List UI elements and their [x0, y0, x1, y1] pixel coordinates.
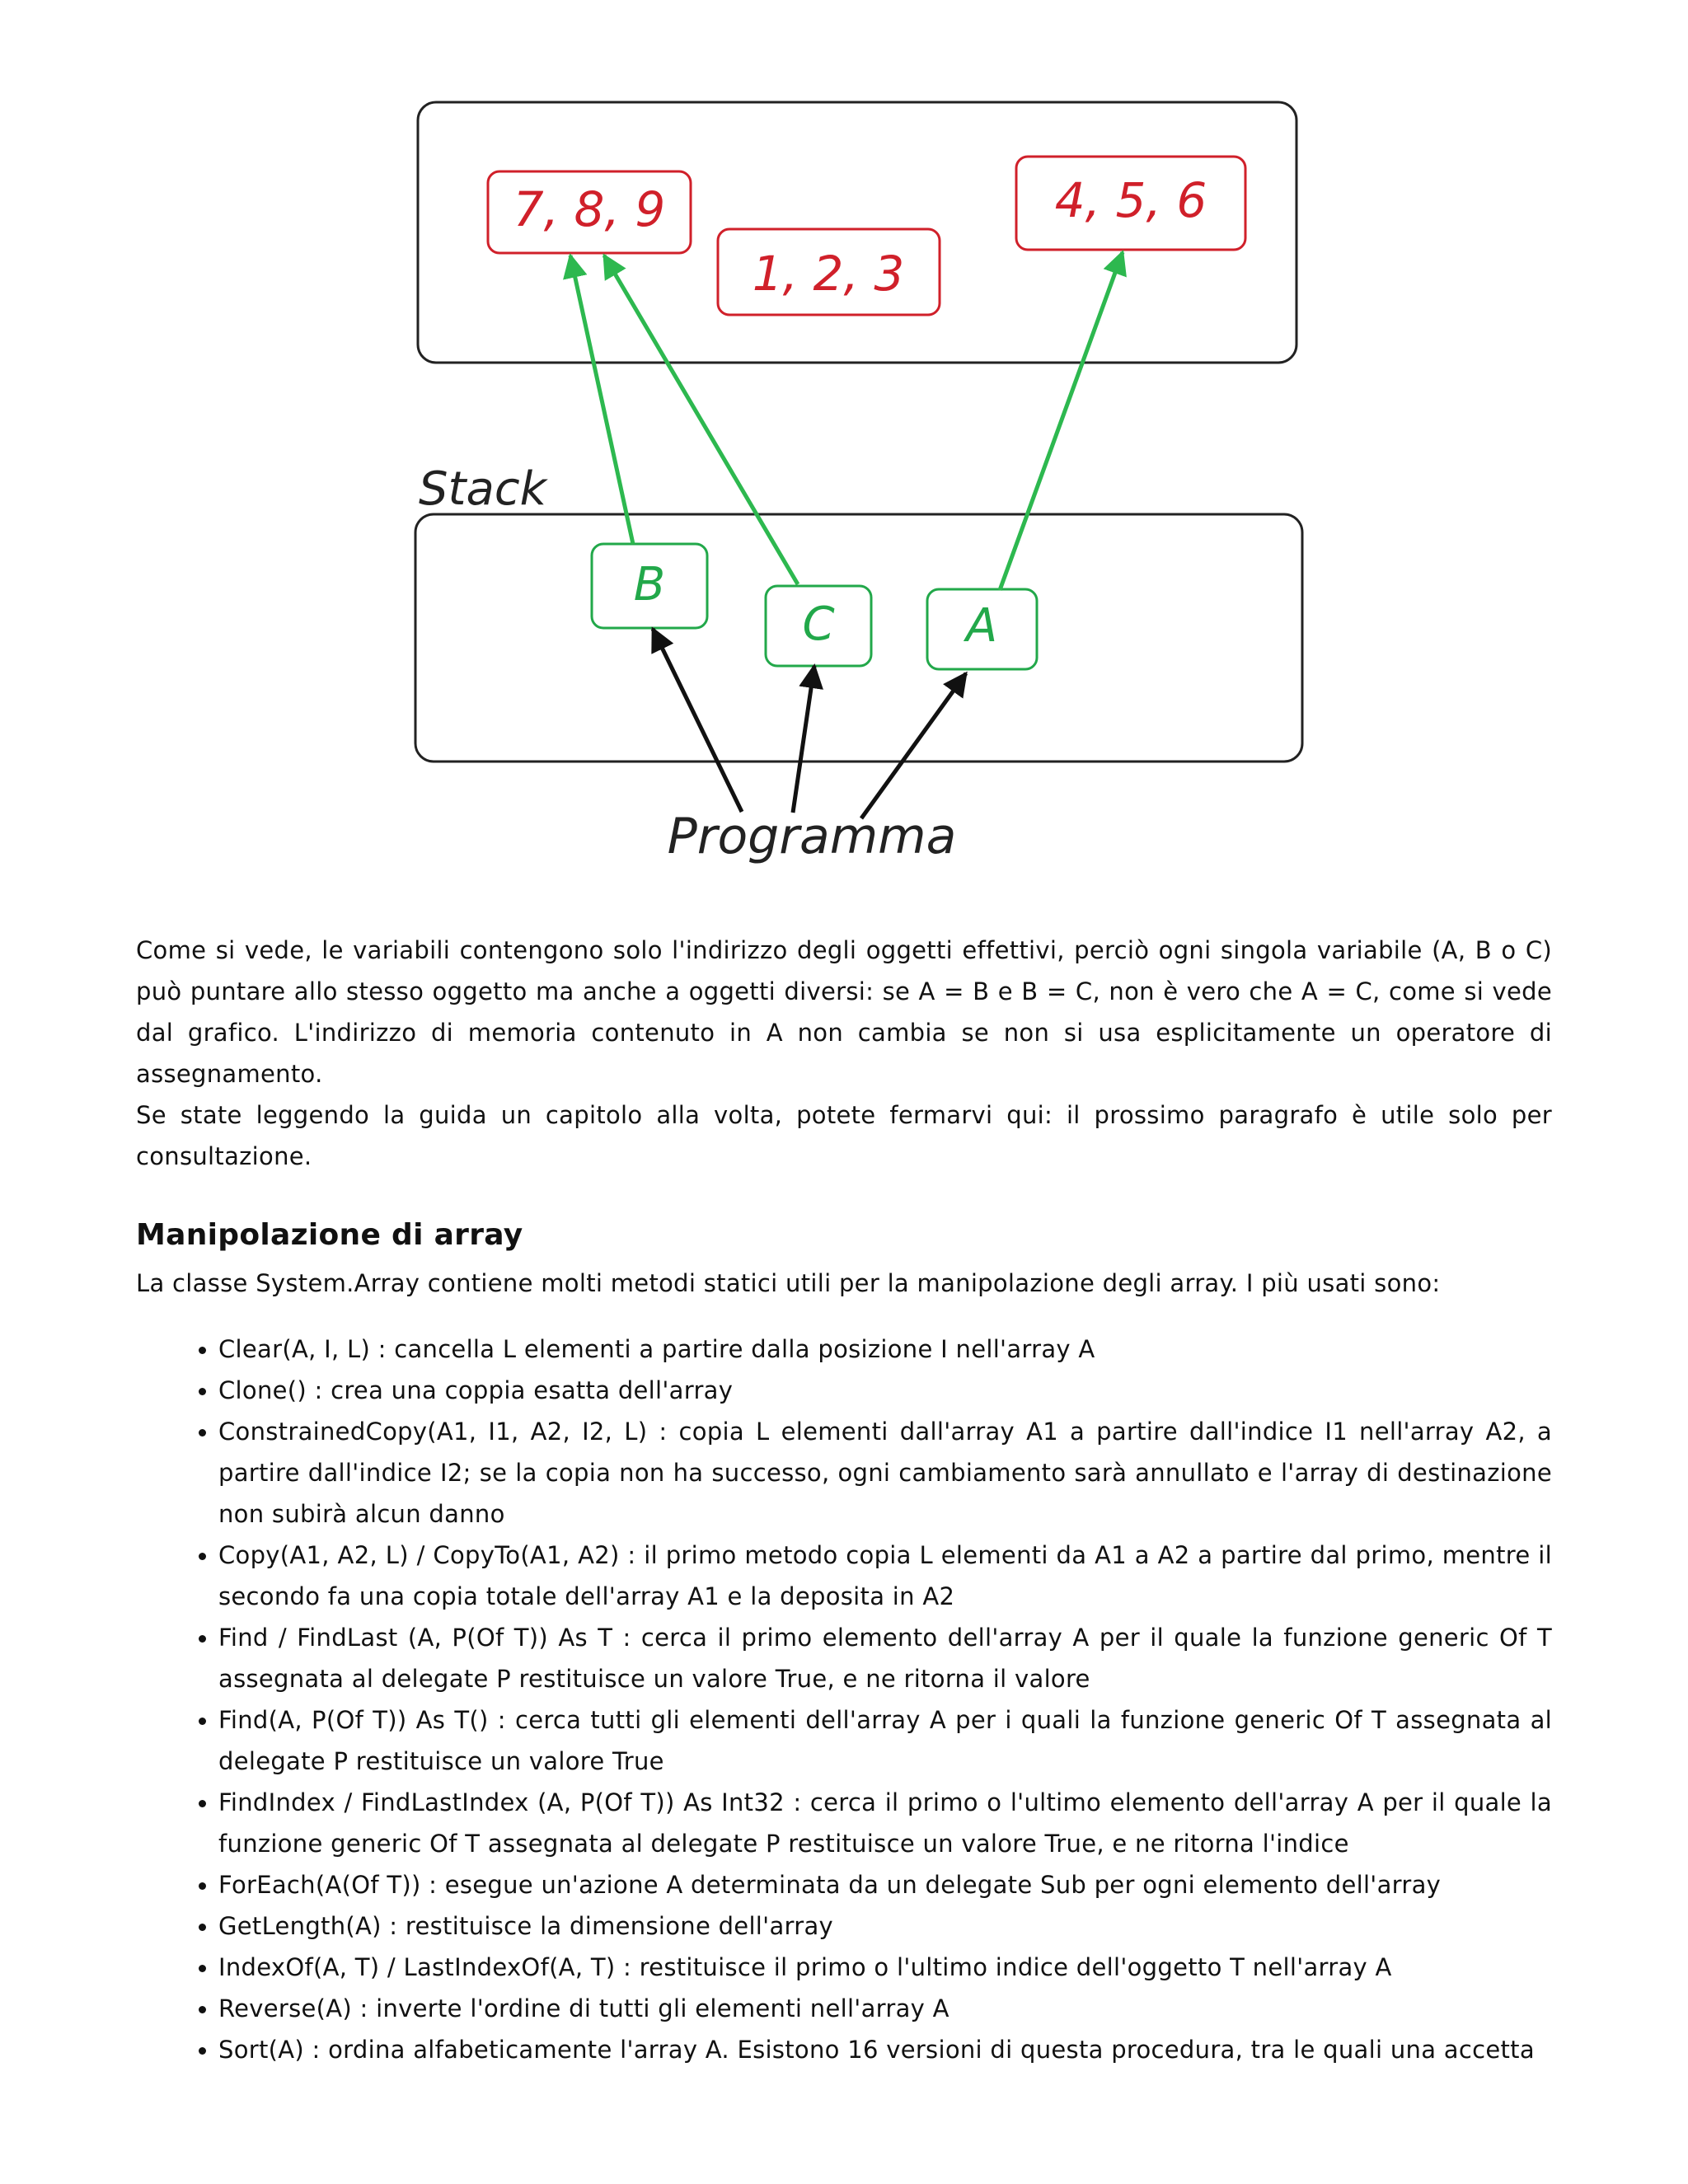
paragraph-explanation: Come si vede, le variabili contengono solo l'indirizzo degli oggetti effettivi, perciò ogni singola variabile (A, B o C) può puntare allo stesso oggetto ma anche a oggetti diversi: se A = B e B = C, non è vero che A = C, come si vede dal grafico. L'indirizzo di memoria contenuto in A non cambia se non si usa esplicitamente un operatore di assegnamento. [136, 936, 1552, 1088]
list-item: • Find / FindLast (A, P(Of T)) As T : cerca il primo elemento dell'array A per il quale la funzione generic Of T assegnata al delegate P restituisce un valore True, e ne ritorna il valore [218, 1617, 1552, 1699]
list-item: • FindIndex / FindLastIndex (A, P(Of T)) As Int32 : cerca il primo o l'ultimo elemento dell'array A per il quale la funzione generic Of T assegnata al delegate P restituisce un valore True, e ne ritorna l'indice [218, 1782, 1552, 1864]
list-item: • Reverse(A) : inverte l'ordine di tutti gli elementi nell'array A [218, 1988, 1552, 2029]
list-item: • IndexOf(A, T) / LastIndexOf(A, T) : restituisce il primo o l'ultimo indice dell'oggetto T nell'array A [218, 1947, 1552, 1988]
arrow-a-to-456 [1000, 252, 1123, 590]
list-item: • Clone() : crea una coppia esatta dell'array [218, 1370, 1552, 1411]
list-item: • Find(A, P(Of T)) As T() : cerca tutti gli elementi dell'array A per i quali la funzione generic Of T assegnata al delegate P restituisce un valore True [218, 1699, 1552, 1782]
heap-value-456: 4, 5, 6 [1054, 172, 1207, 228]
list-item: • GetLength(A) : restituisce la dimensione dell'array [218, 1905, 1552, 1947]
arrow-program-to-a [861, 673, 966, 818]
list-item: • Sort(A) : ordina alfabeticamente l'array A. Esistono 16 versioni di questa procedura, tra le quali una accetta [218, 2029, 1552, 2070]
list-item: • Clear(A, I, L) : cancella L elementi a partire dalla posizione I nell'array A [218, 1329, 1552, 1370]
arrow-program-to-c [793, 666, 814, 813]
stack-var-c-label: C [802, 598, 835, 651]
body-text [136, 930, 1552, 1177]
list-item: • Copy(A1, A2, L) / CopyTo(A1, A2) : il primo metodo copia L elementi da A1 a A2 a partire dal primo, mentre il secondo fa una copia totale dell'array A1 e la deposita in A2 [218, 1535, 1552, 1617]
stack-var-b-label: B [633, 558, 666, 612]
list-item: • ConstrainedCopy(A1, I1, A2, I2, L) : copia L elementi dall'array A1 a partire dall'indice I1 nell'array A2, a partire dall'indice I2; se la copia non ha successo, ogni cambiamento sarà annullato e l'array di destinazione non subirà alcun danno [218, 1411, 1552, 1535]
arrow-program-to-b [653, 629, 742, 812]
list-item: • ForEach(A(Of T)) : esegue un'azione A determinata da un delegate Sub per ogni elemento dell'array [218, 1864, 1552, 1905]
methods-list [136, 1329, 1552, 2070]
section-heading: Manipolazione di array [136, 1218, 523, 1252]
heap-value-789: 7, 8, 9 [513, 181, 666, 237]
heap-value-123: 1, 2, 3 [752, 246, 905, 302]
stack-label: Stack [419, 462, 547, 516]
stack-var-a-label: A [965, 599, 998, 653]
paragraph-note: Se state leggendo la guida un capitolo alla volta, potete fermarvi qui: il prossimo paragrafo è utile solo per consultazione. [136, 1101, 1552, 1170]
arrow-b-to-789 [570, 255, 633, 544]
program-label: Programma [667, 808, 957, 865]
heap-stack-diagram [0, 0, 1688, 890]
section-intro: La classe System.Array contiene molti metodi statici utili per la manipolazione degli array. I più usati sono: [136, 1269, 1441, 1297]
